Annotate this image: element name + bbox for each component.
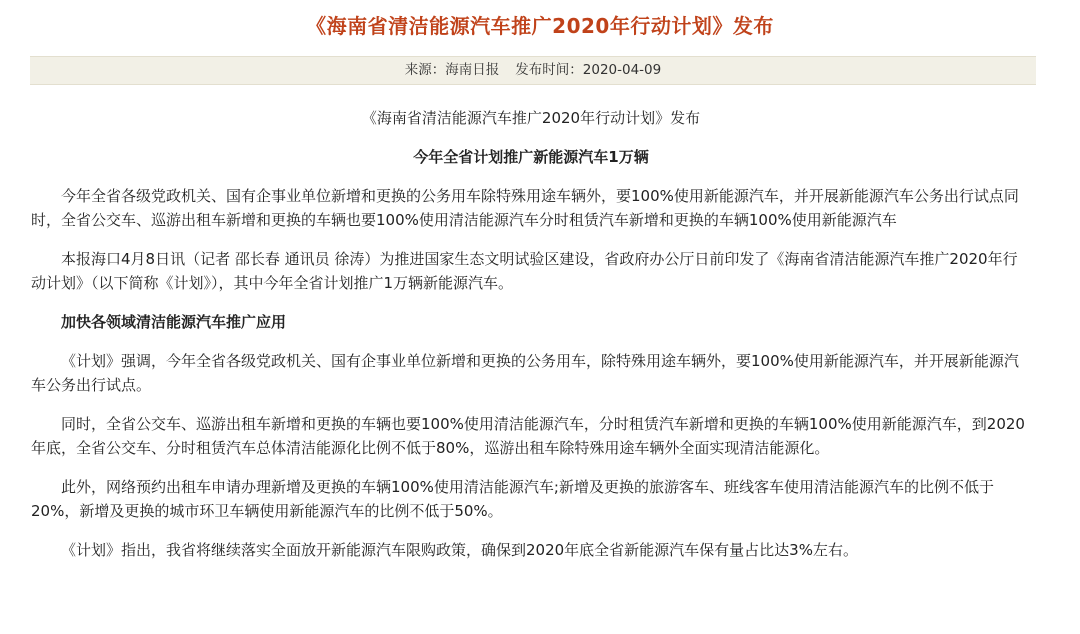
paragraph-2: 本报海口4月8日讯（记者 邵长春 通讯员 徐涛）为推进国家生态文明试验区建设，省政府办公厅日前印发了《海南省清洁能源汽车推广2020年行动计划》（以下简称《计划》），其中今年全省计划推广1万辆新能源汽车。 (31, 250, 1018, 292)
article-meta-bar (30, 56, 1036, 85)
article-title: 《海南省清洁能源汽车推广2020年行动计划》发布 (306, 14, 774, 38)
source-label: 来源： (404, 62, 446, 78)
paragraph-3: 《计划》强调，今年全省各级党政机关、国有企事业单位新增和更换的公务用车，除特殊用途车辆外，要100%使用新能源汽车，并开展新能源汽车公务出行试点。 (31, 352, 1019, 394)
paragraph-6: 《计划》指出，我省将继续落实全面放开新能源汽车限购政策，确保到2020年底全省新能源汽车保有量占比达3%左右。 (61, 541, 858, 559)
publish-date-value: 2020-04-09 (582, 62, 662, 78)
article-subtitle: 《海南省清洁能源汽车推广2020年行动计划》发布 (361, 109, 701, 127)
article-body (31, 106, 1031, 577)
section-heading: 加快各领域清洁能源汽车推广应用 (61, 313, 287, 331)
paragraph-4: 同时，全省公交车、巡游出租车新增和更换的车辆也要100%使用清洁能源汽车，分时租赁汽车新增和更换的车辆100%使用新能源汽车，到2020年底，全省公交车、分时租赁汽车总体清洁能源化比例不低于80%，巡游出租车除特殊用途车辆外全面实现清洁能源化。 (31, 415, 1025, 457)
article-headline: 今年全省计划推广新能源汽车1万辆 (413, 148, 649, 166)
publish-date-label: 发布时间： (515, 62, 583, 78)
source-value: 海南日报 (445, 62, 500, 78)
paragraph-5: 此外，网络预约出租车申请办理新增及更换的车辆100%使用清洁能源汽车;新增及更换的旅游客车、班线客车使用清洁能源汽车的比例不低于20%，新增及更换的城市环卫车辆使用新能源汽车的比例不低于50%。 (31, 478, 994, 520)
paragraph-1: 今年全省各级党政机关、国有企事业单位新增和更换的公务用车除特殊用途车辆外，要100%使用新能源汽车，并开展新能源汽车公务出行试点同时，全省公交车、巡游出租车新增和更换的车辆也要100%使用清洁能源汽车分时租赁汽车新增和更换的车辆100%使用新能源汽车 (31, 187, 1019, 229)
